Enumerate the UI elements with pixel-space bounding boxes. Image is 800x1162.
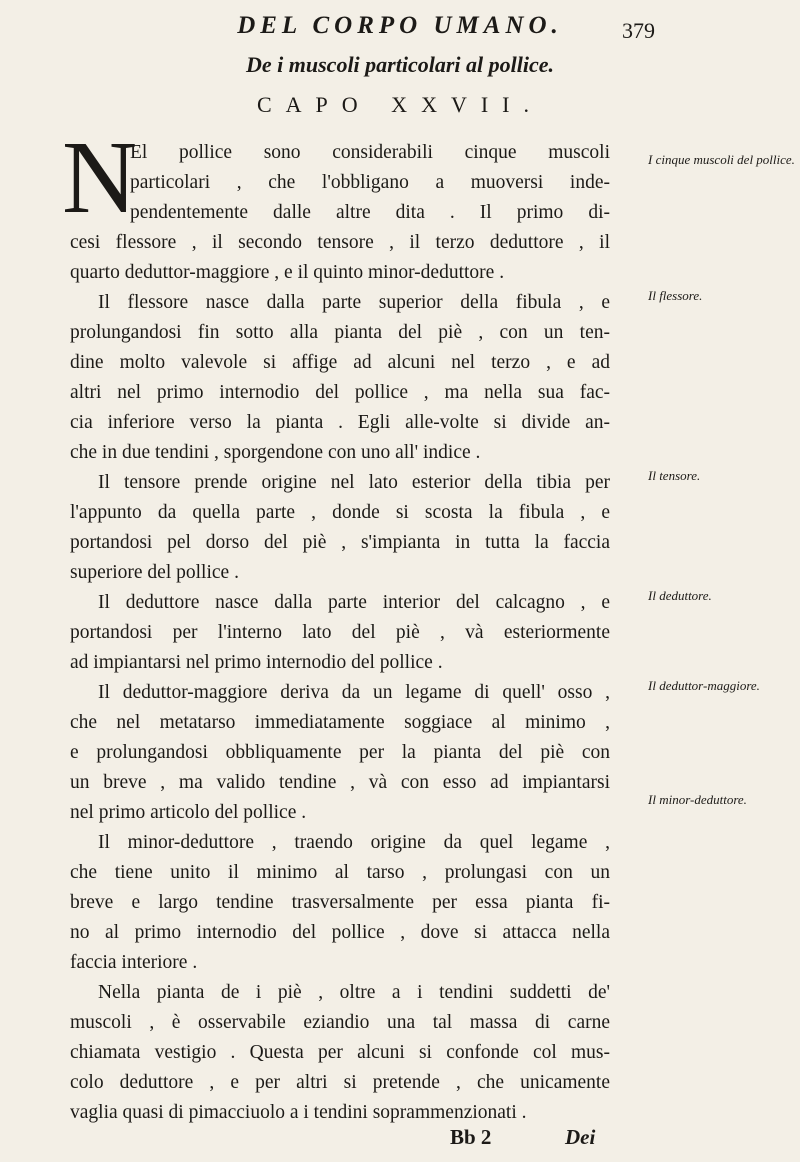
- text-line: breve e largo tendine trasversalmente per essa pianta fi-: [70, 892, 610, 913]
- text-line: colo deduttore , e per altri si pretende , che unicamente: [70, 1072, 610, 1093]
- margin-note: Il deduttore.: [648, 588, 712, 603]
- text-line: ad impiantarsi nel primo internodio del pollice .: [70, 652, 443, 673]
- margin-note: I cinque muscoli del pollice.: [648, 152, 795, 167]
- text-line: Il tensore prende origine nel lato esterior della tibia per: [98, 472, 610, 493]
- margin-note: Il flessore.: [648, 288, 703, 303]
- body-text: [62, 120, 610, 1128]
- section-subtitle: De i muscoli particolari al pollice.: [246, 52, 554, 77]
- text-line: faccia interiore .: [70, 952, 198, 973]
- text-line: portandosi pel dorso del piè , s'impianta in tutta la faccia: [70, 532, 610, 553]
- signature-mark: Bb 2: [450, 1125, 492, 1149]
- text-line: Il minor-deduttore , traendo origine da quel legame ,: [98, 832, 610, 853]
- margin-note: Il deduttor-maggiore.: [648, 678, 760, 693]
- text-line: cesi flessore , il secondo tensore , il terzo deduttore , il: [70, 232, 610, 253]
- text-line: El pollice sono considerabili cinque muscoli: [130, 142, 610, 163]
- text-line: che nel metatarso immediatamente soggiace al minimo ,: [70, 712, 610, 733]
- text-line: pendentemente dalle altre dita . Il primo di-: [130, 202, 610, 223]
- text-line: portandosi per l'interno lato del piè , và esteriormente: [70, 622, 610, 643]
- text-line: e prolungandosi obbliquamente per la pianta del piè con: [70, 742, 610, 763]
- text-line: Il flessore nasce dalla parte superior della fibula , e: [98, 292, 610, 313]
- running-title: DEL CORPO UMANO.: [237, 12, 563, 39]
- text-line: muscoli , è osservabile eziandio una tal massa di carne: [70, 1012, 610, 1033]
- margin-note: Il tensore.: [648, 468, 701, 483]
- page-number: 379: [622, 18, 655, 43]
- text-line: Il deduttore nasce dalla parte interior del calcagno , e: [98, 592, 610, 613]
- text-line: prolungandosi fin sotto alla pianta del piè , con un ten-: [70, 322, 610, 343]
- text-line: nel primo articolo del pollice .: [70, 802, 307, 823]
- drop-cap: N: [62, 120, 138, 235]
- catchword: Dei: [565, 1125, 596, 1149]
- margin-note: Il minor-deduttore.: [648, 792, 747, 807]
- text-line: un breve , ma valido tendine , và con esso ad impiantarsi: [70, 772, 610, 793]
- text-line: l'appunto da quella parte , donde si scosta la fibula , e: [70, 502, 610, 523]
- chapter-heading: CAPO XXVII.: [257, 92, 543, 117]
- text-line: Nella pianta de i piè , oltre a i tendini suddetti de': [98, 982, 610, 1003]
- text-line: che tiene unito il minimo al tarso , prolungasi con un: [70, 862, 610, 883]
- text-line: altri nel primo internodio del pollice , ma nella sua fac-: [70, 382, 610, 403]
- text-line: particolari , che l'obbligano a muoversi inde-: [130, 172, 610, 193]
- text-line: Il deduttor-maggiore deriva da un legame di quell' osso ,: [98, 682, 610, 703]
- text-line: no al primo internodio del pollice , dove si attacca nella: [70, 922, 610, 943]
- text-line: dine molto valevole si affige ad alcuni nel terzo , e ad: [70, 352, 610, 373]
- text-line: superiore del pollice .: [70, 562, 239, 583]
- text-line: chiamata vestigio . Questa per alcuni si confonde col mus-: [70, 1042, 610, 1063]
- text-line: che in due tendini , sporgendone con uno all' indice .: [70, 442, 481, 463]
- text-line: vaglia quasi di pimacciuolo a i tendini soprammenzionati .: [70, 1102, 527, 1123]
- text-line: cia inferiore verso la pianta . Egli alle-volte si divide an-: [70, 412, 610, 433]
- text-line: quarto deduttor-maggiore , e il quinto minor-deduttore .: [70, 262, 505, 283]
